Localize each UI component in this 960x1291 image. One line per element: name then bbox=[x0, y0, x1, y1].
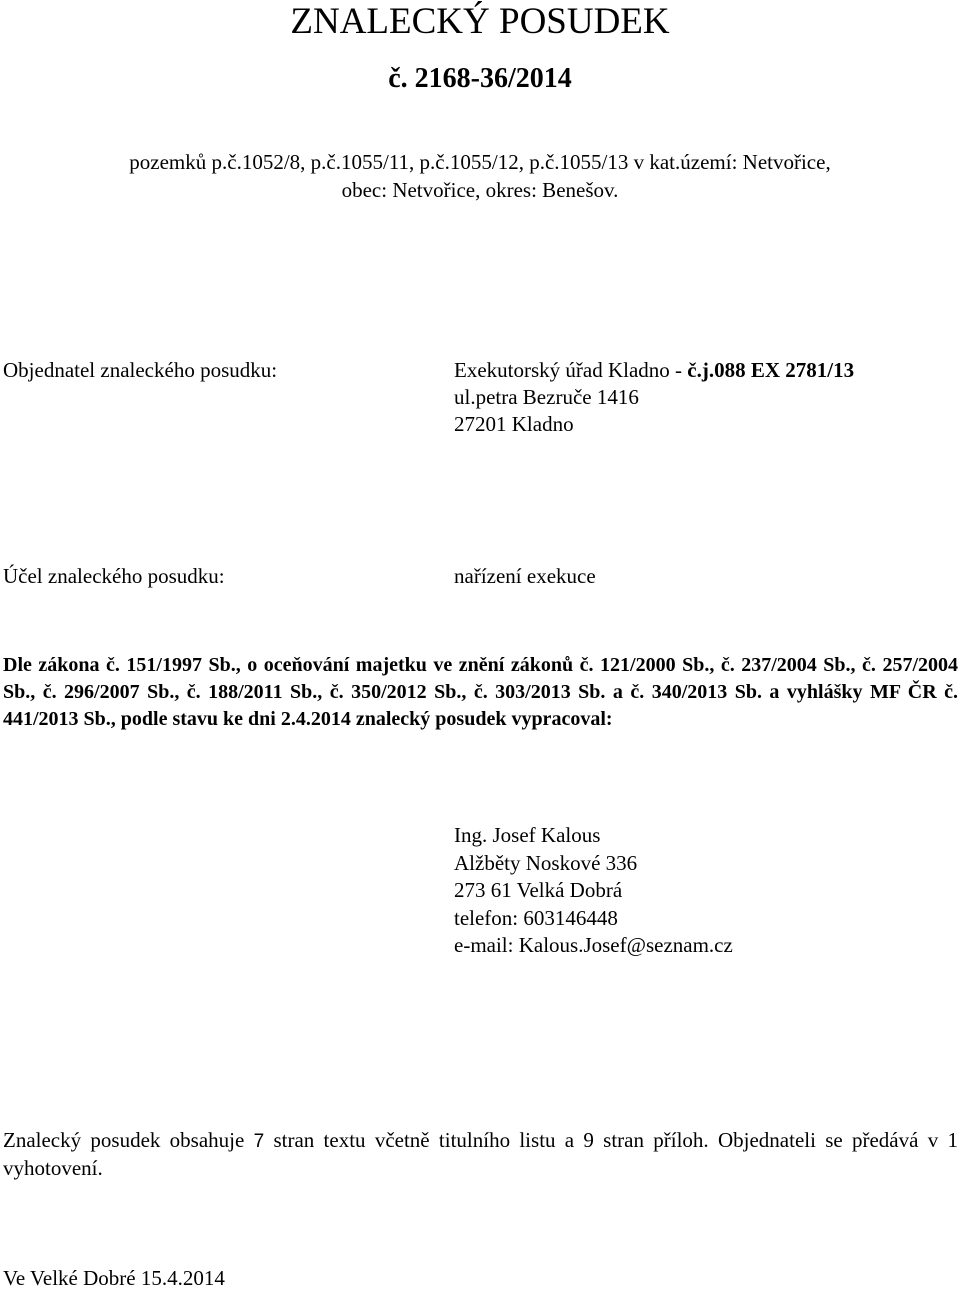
subject-description bbox=[0, 148, 960, 204]
purpose-label: Účel znaleckého posudku: bbox=[3, 564, 225, 588]
client-city: 27201 Kladno bbox=[454, 412, 574, 436]
footer-paragraph bbox=[3, 1127, 958, 1182]
document-title: ZNALECKÝ POSUDEK bbox=[290, 1, 670, 42]
expert-street: Alžběty Noskové 336 bbox=[454, 850, 638, 875]
client-street: ul.petra Bezruče 1416 bbox=[454, 385, 639, 409]
expert-email: e-mail: Kalous.Josef@seznam.cz bbox=[454, 933, 733, 957]
subject-line-1: pozemků p.č.1052/8, p.č.1055/11, p.č.1055/12, p.č.1055/13 v kat.území: Netvořice, bbox=[129, 150, 831, 174]
client-office-name: Exekutorský úřad Kladno - bbox=[454, 358, 688, 382]
report-number: č. 2168-36/2014 bbox=[388, 63, 572, 94]
legal-basis-paragraph: Dle zákona č. 151/1997 Sb., o oceňování majetku ve znění zákonů č. 121/2000 Sb., č. 237/2004 Sb., č. 257/2004 Sb., č. 296/2007 Sb., č. 188/2011 Sb., č. 350/2012 Sb., č. 303/2013 Sb. a č. 340/2013 Sb. a vyhlášky MF ČR č. 441/2013 Sb., podle stavu ke dni 2.4.2014 znalecký posudek vypracoval: bbox=[3, 654, 958, 730]
purpose-value: nařízení exekuce bbox=[454, 564, 596, 588]
expert-name: Ing. Josef Kalous bbox=[454, 823, 601, 847]
client-office bbox=[454, 357, 854, 383]
expert-contact bbox=[454, 822, 733, 960]
case-reference: č.j.088 EX 2781/13 bbox=[687, 358, 855, 382]
place-date: Ve Velké Dobré 15.4.2014 bbox=[3, 1266, 225, 1290]
page-count: 7 bbox=[253, 1131, 265, 1152]
footer-text-b: stran textu včetně titulního listu a 9 stran příloh. Objednateli se předává v 1 vyhotovení. bbox=[3, 1128, 958, 1180]
client-label: Objednatel znaleckého posudku: bbox=[3, 358, 278, 382]
subject-line-2: obec: Netvořice, okres: Benešov. bbox=[341, 178, 619, 202]
expert-phone: telefon: 603146448 bbox=[454, 905, 618, 930]
expert-city: 273 61 Velká Dobrá bbox=[454, 878, 623, 902]
footer-text-a: Znalecký posudek obsahuje bbox=[3, 1128, 254, 1152]
